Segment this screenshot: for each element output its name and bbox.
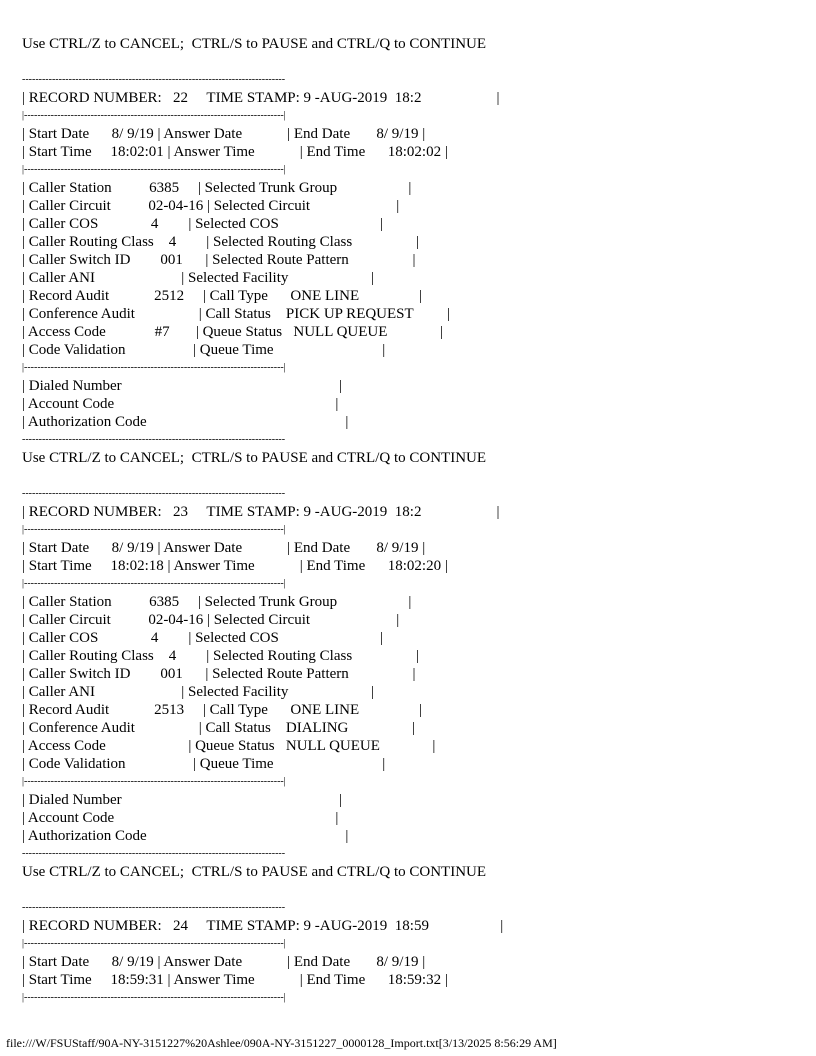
caller-station-line: | Caller Station 6385 | Selected Trunk Group | [22,594,412,610]
record-header-line: | RECORD NUMBER: 24 TIME STAMP: 9 -AUG-2019 18:59 | [22,918,504,934]
caller-circuit-line: | Caller Circuit 02-04-16 | Selected Circuit | [22,612,400,628]
start-date-line: | Start Date 8/ 9/19 | Answer Date | End Date 8/ 9/19 | [22,540,426,556]
separator-line: |------------------------------------------------------------------------------| [22,992,286,1003]
caller-ani-line: | Caller ANI | Selected Facility | [22,270,374,286]
separator-line: |------------------------------------------------------------------------------| [22,110,286,121]
caller-ani-line: | Caller ANI | Selected Facility | [22,684,374,700]
access-code-line: | Access Code | Queue Status NULL QUEUE | [22,738,436,754]
control-hint-line: Use CTRL/Z to CANCEL; CTRL/S to PAUSE and CTRL/Q to CONTINUE [22,36,487,52]
separator-line: ------------------------------------------------------------------------------- [22,488,286,499]
caller-switch-id-line: | Caller Switch ID 001 | Selected Route Pattern | [22,252,416,268]
caller-switch-id-line: | Caller Switch ID 001 | Selected Route Pattern | [22,666,416,682]
code-validation-line: | Code Validation | Queue Time | [22,342,386,358]
separator-line: |------------------------------------------------------------------------------| [22,938,286,949]
caller-circuit-line: | Caller Circuit 02-04-16 | Selected Circuit | [22,198,400,214]
start-date-line: | Start Date 8/ 9/19 | Answer Date | End Date 8/ 9/19 | [22,126,426,142]
separator-line: ------------------------------------------------------------------------------- [22,434,286,445]
caller-cos-line: | Caller COS 4 | Selected COS | [22,216,384,232]
account-code-line: | Account Code | [22,810,339,826]
separator-line: |------------------------------------------------------------------------------| [22,578,286,589]
separator-line: ------------------------------------------------------------------------------- [22,848,286,859]
caller-station-line: | Caller Station 6385 | Selected Trunk Group | [22,180,412,196]
conference-audit-line: | Conference Audit | Call Status PICK UP REQUEST | [22,306,451,322]
dialed-number-line: | Dialed Number | [22,792,343,808]
start-date-line: | Start Date 8/ 9/19 | Answer Date | End Date 8/ 9/19 | [22,954,426,970]
account-code-line: | Account Code | [22,396,339,412]
code-validation-line: | Code Validation | Queue Time | [22,756,386,772]
authorization-code-line: | Authorization Code | [22,414,349,430]
start-time-line: | Start Time 18:59:31 | Answer Time | End Time 18:59:32 | [22,972,448,988]
access-code-line: | Access Code #7 | Queue Status NULL QUEUE | [22,324,443,340]
caller-routing-class-line: | Caller Routing Class 4 | Selected Routing Class | [22,648,419,664]
authorization-code-line: | Authorization Code | [22,828,349,844]
caller-routing-class-line: | Caller Routing Class 4 | Selected Routing Class | [22,234,419,250]
conference-audit-line: | Conference Audit | Call Status DIALING | [22,720,416,736]
record-header-line: | RECORD NUMBER: 22 TIME STAMP: 9 -AUG-2019 18:2 | [22,90,500,106]
separator-line: ------------------------------------------------------------------------------- [22,902,286,913]
control-hint-line: Use CTRL/Z to CANCEL; CTRL/S to PAUSE and CTRL/Q to CONTINUE [22,450,487,466]
start-time-line: | Start Time 18:02:18 | Answer Time | End Time 18:02:20 | [22,558,448,574]
separator-line: |------------------------------------------------------------------------------| [22,362,286,373]
separator-line: ------------------------------------------------------------------------------- [22,74,286,85]
record-header-line: | RECORD NUMBER: 23 TIME STAMP: 9 -AUG-2019 18:2 | [22,504,500,520]
start-time-line: | Start Time 18:02:01 | Answer Time | End Time 18:02:02 | [22,144,448,160]
separator-line: |------------------------------------------------------------------------------| [22,776,286,787]
separator-line: |------------------------------------------------------------------------------| [22,164,286,175]
file-path-footer: file:///W/FSUStaff/90A-NY-3151227%20Ashlee/090A-NY-3151227_0000128_Import.txt[3/13/2025 8:56:29 AM] [6,1036,557,1050]
control-hint-line: Use CTRL/Z to CANCEL; CTRL/S to PAUSE and CTRL/Q to CONTINUE [22,864,487,880]
separator-line: |------------------------------------------------------------------------------| [22,524,286,535]
record-audit-line: | Record Audit 2512 | Call Type ONE LINE | [22,288,423,304]
record-audit-line: | Record Audit 2513 | Call Type ONE LINE | [22,702,423,718]
dialed-number-line: | Dialed Number | [22,378,343,394]
caller-cos-line: | Caller COS 4 | Selected COS | [22,630,384,646]
